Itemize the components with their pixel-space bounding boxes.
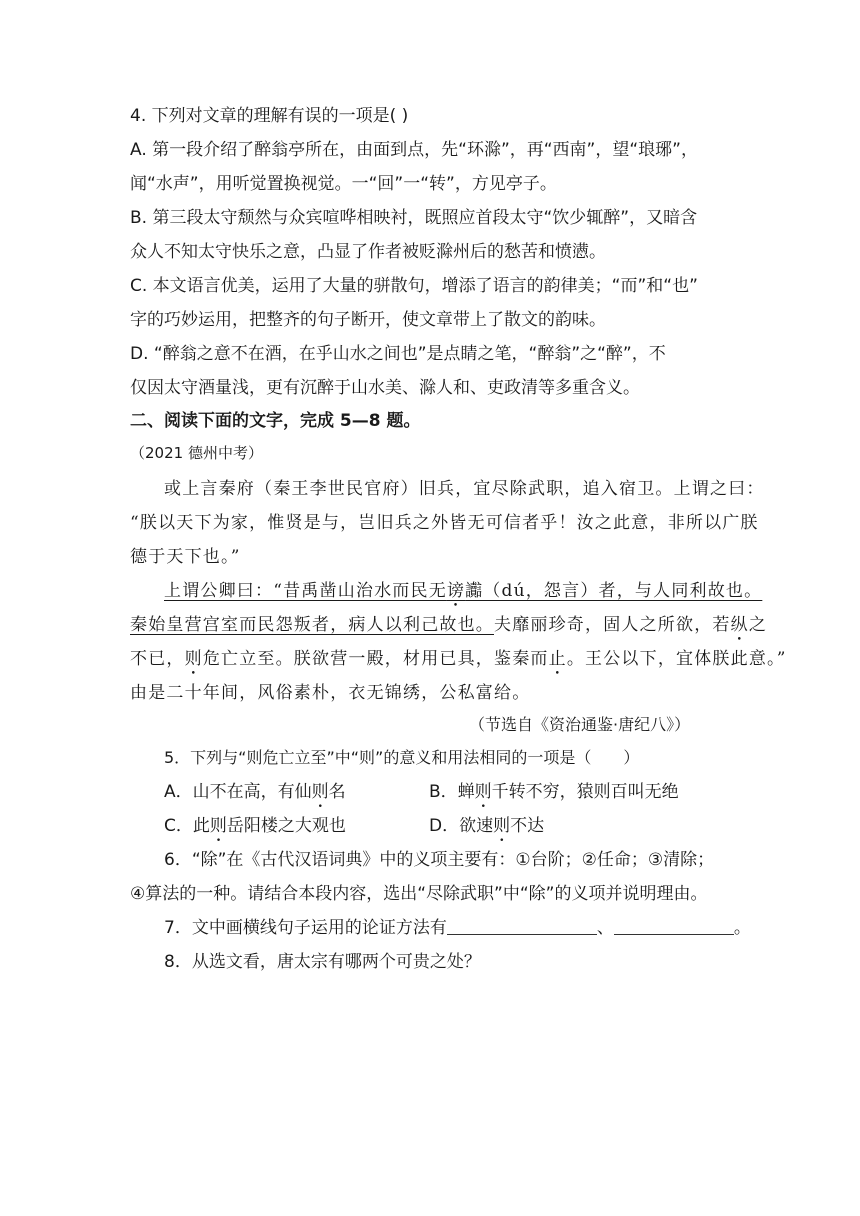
passage-citation: （节选自《资治通鉴·唐纪八》） (469, 715, 691, 734)
q4-option-c-line2: 字的巧妙运用，把整齐的句子断开，使文章带上了散文的韵味。 (130, 310, 606, 330)
q4-option-d-line2: 仅因太守酒量浅，更有沉醉于山水美、滁人和、吏政清等多重含义。 (130, 378, 640, 398)
q8-stem: 8．从选文看，唐太宗有哪两个可贵之处？ (164, 952, 481, 972)
passage-p1-line1: 或上言秦府（秦王李世民官府）旧兵，宜尽除武职，追入宿卫。上谓之曰： (164, 479, 765, 499)
q5-option-d-text: D．欲速 (429, 816, 494, 836)
q4-option-b-line2: 众人不知太守快乐之意，凸显了作者被贬滁州后的愁苦和愤懑。 (130, 242, 606, 262)
dotted-char-zong: 纵 (730, 615, 749, 635)
passage-p2-line4: 由是二十年间，风俗素朴，衣无锦绣，公私富给。 (130, 683, 531, 703)
passage-text: 。王公以下，宜体朕此意。” (566, 649, 787, 669)
q4-option-b-line1: B. 第三段太守颓然与众宾喧哗相映衬，既照应首段太守“饮少辄醉”，又暗含 (130, 208, 698, 228)
passage-text: 夫靡丽珍奇，固人之所欲，若 (494, 615, 731, 635)
section2-source: （2021 德州中考） (130, 444, 263, 462)
underlined-sentence-1b: 讟（dú，怨言）者，与人同利故也。 (465, 581, 763, 601)
q5-option-a-text: A．山不在高，有仙 (164, 782, 312, 802)
q7-separator: 、 (596, 918, 614, 938)
dotted-char-ze: 则 (311, 782, 329, 802)
q5-option-d-text: 不达 (510, 816, 545, 836)
q5-option-d (429, 814, 544, 846)
q6-line2: ④算法的一种。请结合本段内容，选出“尽除武职”中“除”的义项并说明理由。 (130, 884, 708, 904)
q7-stem: 7．文中画横线句子运用的论证方法有 (164, 918, 447, 938)
section2-heading: 二、阅读下面的文字，完成 5—8 题。 (130, 411, 421, 431)
dotted-char-bang: 谤 (446, 581, 466, 601)
q7-answer-blank-1[interactable] (447, 918, 597, 935)
underlined-sentence-1a: 上谓公卿曰：“昔禹凿山治水而民无 (164, 581, 447, 601)
q5-option-c-text: 岳阳楼之大观也 (226, 816, 346, 836)
q5-option-b-text: B．蝉 (429, 782, 475, 802)
passage-p1-line3: 德于天下也。” (130, 547, 241, 567)
dotted-char-ze: 则 (474, 782, 492, 802)
passage-p1-line2: “朕以天下为家，惟贤是与，岂旧兵之外皆无可信者乎！汝之此意，非所以广朕 (130, 513, 759, 533)
q5-option-b-text: 千转不穷，猿则百叫无绝 (491, 782, 679, 802)
passage-p2-line2 (130, 613, 767, 645)
q7-end: 。 (733, 918, 751, 938)
q5-stem: 5．下列与“则危亡立至”中“则”的意义和用法相同的一项是（ ） (164, 748, 640, 767)
dotted-char-ze: 则 (184, 649, 203, 669)
q5-option-a-text: 名 (328, 782, 346, 802)
dotted-char-zhi: 止 (548, 649, 567, 669)
q5-option-c (164, 814, 346, 846)
q4-option-d-line1: D. “醉翁之意不在酒，在乎山水之间也”是点睛之笔，“醉翁”之“醉”，不 (130, 344, 666, 364)
dotted-char-ze: 则 (209, 816, 227, 836)
q4-option-c-line1: C. 本文语言优美，运用了大量的骈散句，增添了语言的韵律美；“而”和“也” (130, 276, 698, 296)
q5-option-c-text: C．此 (164, 816, 210, 836)
q7-line (164, 916, 751, 940)
q4-option-a-line1: A. 第一段介绍了醉翁亭所在，由面到点，先“环滁”，再“西南”，望“琅琊”， (130, 140, 698, 160)
passage-p2-line3 (130, 647, 787, 679)
q6-line1: 6．“除”在《古代汉语词典》中的义项主要有：①台阶；②任命；③清除； (164, 850, 715, 870)
q4-stem: 4. 下列对文章的理解有误的一项是( ) (130, 106, 409, 126)
underlined-sentence-2: 秦始皇营宫室而民怨叛者，病人以利己故也。 (130, 615, 494, 635)
passage-text: 危亡立至。朕欲营一殿，材用已具，鉴秦而 (202, 649, 549, 669)
q5-option-a (164, 780, 346, 812)
passage-p2-line1 (164, 579, 762, 611)
q5-option-b (429, 780, 679, 812)
q4-option-a-line2: 闻“水声”，用听觉置换视觉。一“回”一“转”，方见亭子。 (130, 174, 557, 194)
dotted-char-ze: 则 (493, 816, 511, 836)
passage-text: 之 (748, 615, 768, 635)
q7-answer-blank-2[interactable] (614, 918, 734, 935)
passage-text: 不已， (130, 649, 185, 669)
